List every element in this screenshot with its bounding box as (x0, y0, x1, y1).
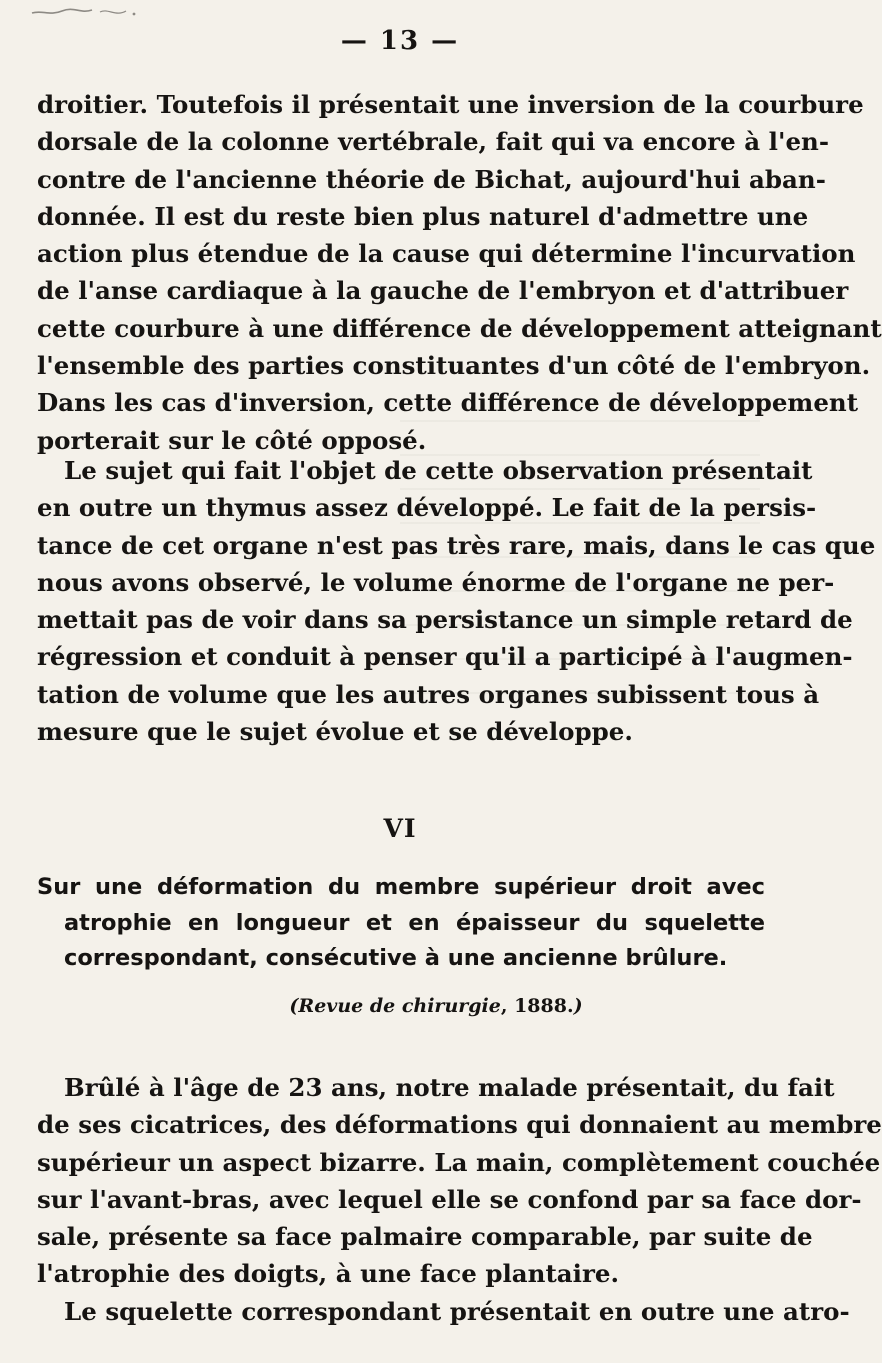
title-line: Sur une déformation du membre supérieur droit avec (37, 874, 765, 900)
paragraph-4 (37, 1293, 850, 1330)
text-line: Le sujet qui fait l'objet de cette observation présentait (64, 456, 813, 485)
text-line: l'ensemble des parties constituantes d'un côté de l'embryon. (37, 351, 871, 381)
title-line: atrophie en longueur et en épaisseur du squelette (64, 909, 765, 936)
title-line: correspondant, consécutive à une ancienne brûlure. (64, 945, 728, 971)
text-line: de l'anse cardiaque à la gauche de l'embryon et d'attribuer (37, 276, 849, 306)
text-line: supérieur un aspect bizarre. La main, complètement couchée (37, 1147, 881, 1177)
article-title (37, 870, 765, 977)
text-line: de ses cicatrices, des déformations qui donnaient au membre (37, 1110, 882, 1140)
citation-year: , 1888. (500, 995, 574, 1017)
citation-close-paren: ) (573, 995, 583, 1017)
text-line: cette courbure à une différence de développement atteignant (37, 313, 882, 343)
text-line: action plus étendue de la cause qui détermine l'incurvation (37, 239, 856, 269)
paragraph-2 (37, 452, 876, 750)
text-line: sale, présente sa face palmaire comparable, par suite de (37, 1222, 813, 1252)
ink-smudge (30, 4, 150, 20)
text-line: droitier. Toutefois il présentait une inversion de la courbure (37, 90, 864, 119)
paragraph-1 (37, 86, 882, 459)
text-line: en outre un thymus assez développé. Le fait de la persis- (37, 493, 817, 523)
text-line: tation de volume que les autres organes subissent tous à (37, 679, 820, 709)
text-line: tance de cet organe n'est pas très rare, mais, dans le cas que (37, 530, 876, 560)
text-line: mettait pas de voir dans sa persistance un simple retard de (37, 605, 853, 635)
text-line: l'atrophie des doigts, à une face plantaire. (37, 1259, 619, 1289)
text-line: sur l'avant-bras, avec lequel elle se confond par sa face dor- (37, 1184, 862, 1214)
citation (0, 995, 800, 1017)
paragraph-3 (37, 1069, 882, 1293)
text-line: Dans les cas d'inversion, cette différence de développement (37, 388, 859, 418)
citation-journal: Revue de chirurgie (298, 995, 501, 1017)
text-line: nous avons observé, le volume énorme de l'organe ne per- (37, 567, 835, 597)
section-number: VI (383, 814, 417, 843)
text-line: Brûlé à l'âge de 23 ans, notre malade présentait, du fait (64, 1073, 835, 1102)
text-line: dorsale de la colonne vertébrale, fait qui va encore à l'en- (37, 127, 830, 157)
text-line: régression et conduit à penser qu'il a participé à l'augmen- (37, 642, 853, 672)
page-number: — 13 — (340, 26, 460, 56)
text-line: contre de l'ancienne théorie de Bichat, aujourd'hui aban- (37, 164, 826, 194)
text-line: Le squelette correspondant présentait en outre une atro- (64, 1297, 850, 1326)
text-line: mesure que le sujet évolue et se développe. (37, 717, 633, 747)
text-line: donnée. Il est du reste bien plus naturel d'admettre une (37, 201, 809, 231)
text-line: porterait sur le côté opposé. (37, 425, 427, 455)
citation-open-paren: ( (289, 995, 299, 1017)
